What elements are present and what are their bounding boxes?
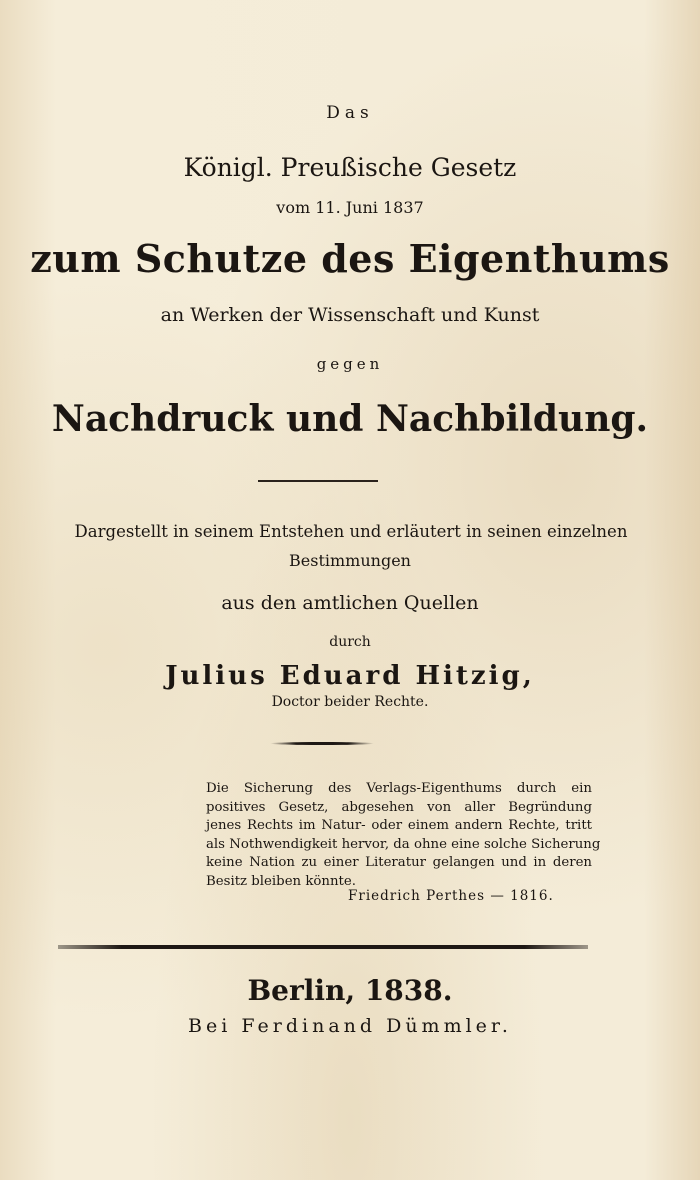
divider-rule: [258, 480, 378, 482]
title-das: Das: [326, 103, 374, 123]
title-koenigl: Königl. Preußische Gesetz: [183, 153, 517, 182]
subtitle-werken: an Werken der Wissenschaft und Kunst: [160, 304, 540, 326]
epigraph-quote: [206, 780, 601, 891]
description-quellen: aus den amtlichen Quellen: [221, 592, 479, 614]
imprint-place-year: Berlin, 1838.: [247, 974, 453, 1007]
title-date: vom 11. Juni 1837: [276, 198, 424, 217]
imprint-rule: [58, 945, 588, 949]
epigraph-line: jenes Rechts im Natur- oder einem andern Rechte, tritt: [206, 818, 592, 833]
epigraph-line: Besitz bleiben könnte.: [206, 873, 356, 889]
author-title: Doctor beider Rechte.: [271, 694, 429, 710]
ornament-rule: [270, 742, 374, 745]
description-line: Dargestellt in seinem Entstehen und erläutert in seinen einzelnen: [74, 522, 628, 541]
epigraph-attribution: Friedrich Perthes — 1816.: [348, 888, 554, 904]
main-title: zum Schutze des Eigenthums: [30, 236, 670, 281]
epigraph-line: keine Nation zu einer Literatur gelangen und in deren: [206, 855, 592, 870]
title-gegen: gegen: [316, 355, 384, 373]
description-bestimmungen: Bestimmungen: [289, 551, 411, 570]
author-name: Julius Eduard Hitzig,: [165, 661, 535, 691]
imprint-publisher: Bei Ferdinand Dümmler.: [188, 1015, 512, 1037]
title-nachdruck: Nachdruck und Nachbildung.: [51, 398, 649, 440]
epigraph-line: Die Sicherung des Verlags-Eigenthums durch ein: [206, 781, 592, 796]
byline-durch: durch: [329, 634, 371, 650]
epigraph-line: positives Gesetz, abgesehen von aller Begründung: [206, 799, 592, 815]
epigraph-line: als Nothwendigkeit hervor, da ohne eine solche Sicherung: [206, 836, 601, 852]
